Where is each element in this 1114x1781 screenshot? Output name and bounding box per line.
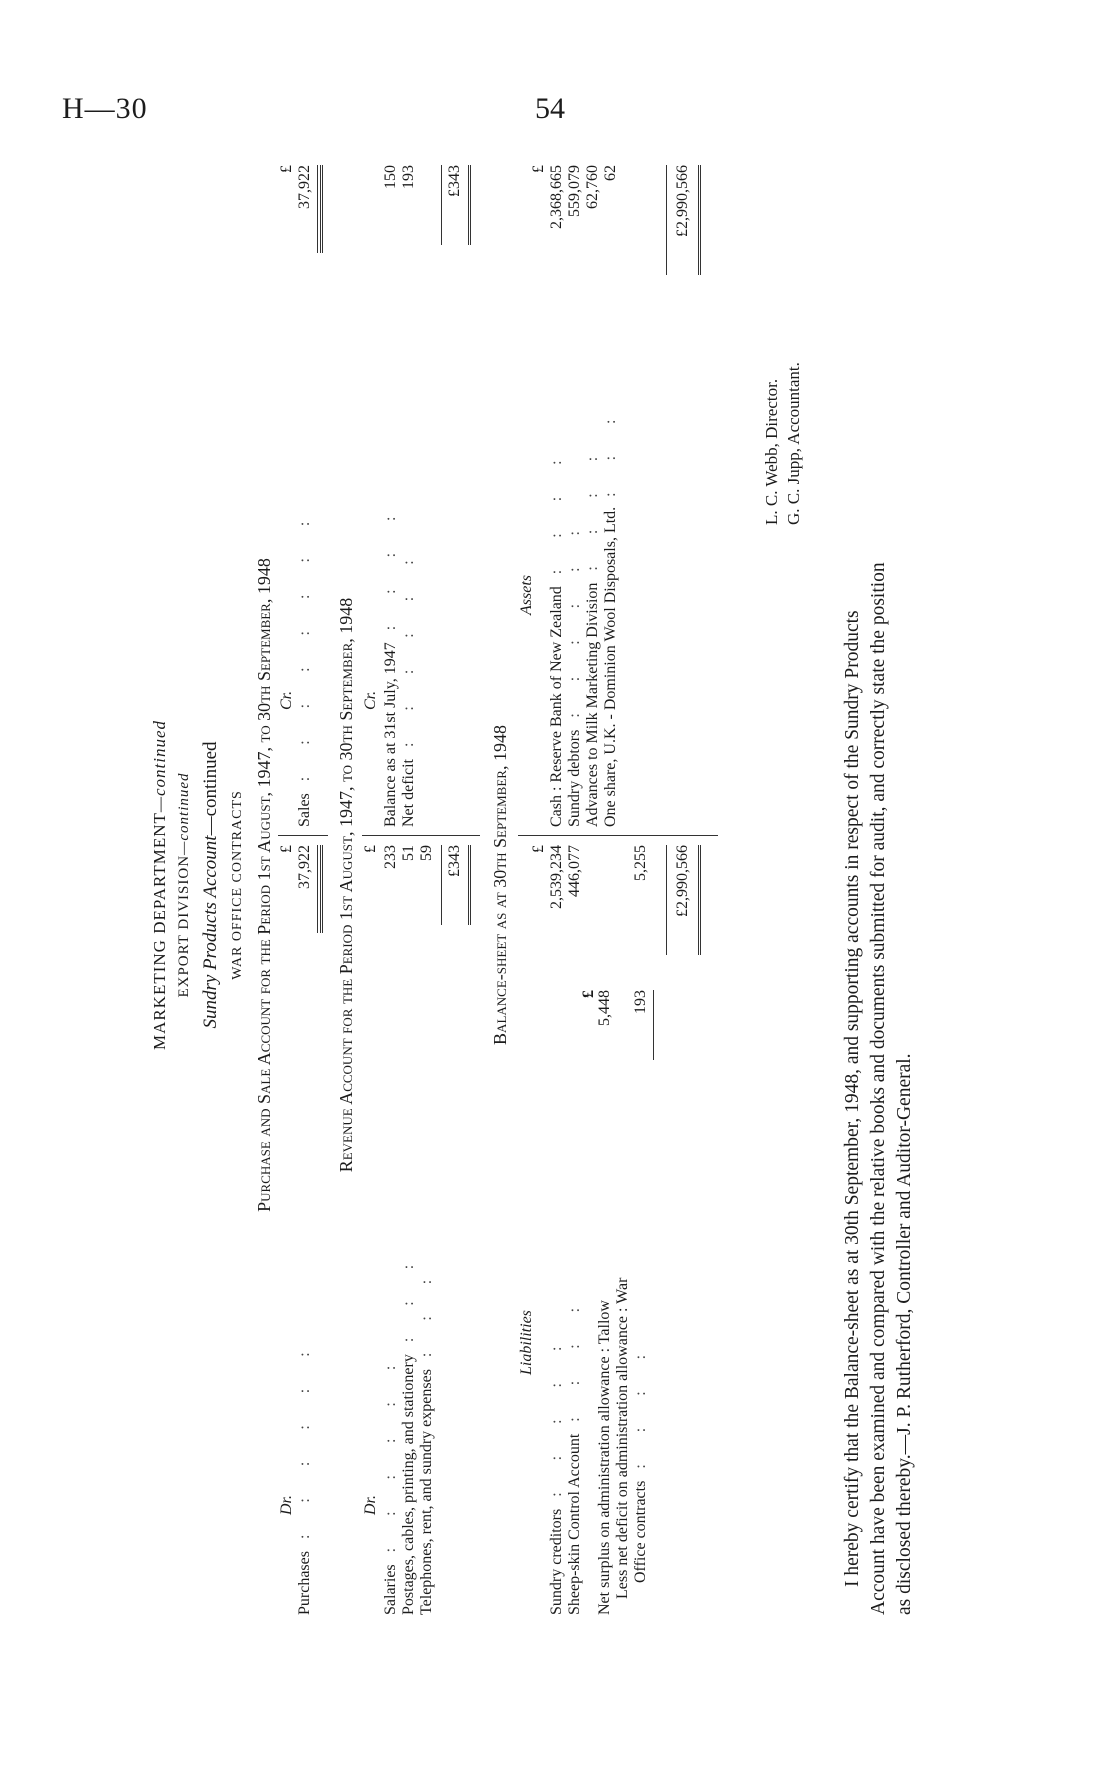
balance-sheet-title: Balance-sheet as at 30th September, 1948 [490,725,510,1045]
rev-dr-row: Postages, cables, printing, and stationery: : : [400,1250,417,1615]
bs-divider [518,835,718,836]
ps-dr-amount: 37,922 [296,845,313,889]
net-deficit-amount: 193 [632,990,649,1014]
rev-cr-amount: 193 [400,165,417,189]
certificate-line-2: Account have been examined and compared with the relative books and documents submitted for audit, and correctly state the position [868,562,889,1615]
page-number: 54 [535,92,565,125]
asset-row: Advances to Milk Marketing Division: : : : [584,442,601,827]
rev-dr-row: Telephones, rent, and sundry expenses: : : [418,1265,435,1615]
revenue-title: Revenue Account for the Period 1st August, 1947, to 30th September, 1948 [336,597,356,1173]
ps-cr-amount: 37,922 [296,165,313,209]
rev-cr-row: Net deficit: : : : : : [400,546,417,827]
ps-cr-row: Sales: : : : : : : : [296,507,313,827]
rev-dr-currency: £ [362,845,379,853]
ps-dr-total-rule [317,845,318,933]
ps-cr-total-double-rule [320,165,323,253]
asset-amount: 62 [602,165,619,181]
department-heading: MARKETING DEPARTMENT—continued [150,719,169,1051]
liability-row: Sheep-skin Control Account: : : : [566,1293,583,1615]
liab-total-double-rule [698,845,701,955]
rev-cr-total-double-rule [468,165,471,245]
asset-amount: 2,368,665 [548,165,565,229]
asset-amount: 559,079 [566,165,583,217]
net-subtotal-rule [653,990,654,1060]
rev-cr-total-rule [441,165,442,245]
net-surplus-currency: £ [580,990,597,998]
director-signature: L. C. Webb, Director. [762,378,781,525]
liab-total-rule [666,845,667,955]
section-heading: WAR OFFICE CONTRACTS [230,790,245,980]
rev-dr-row: Salaries: : : : : : [382,1351,399,1615]
asset-row: One share, U.K. - Dominion Wool Disposals, Ltd.: : : [602,405,619,827]
accountant-signature: G. C. Jupp, Accountant. [784,362,803,525]
bs-liab-currency: £ [530,845,547,853]
liabilities-label: Liabilities [518,1310,535,1375]
ps-cr-label: Cr. [278,690,295,710]
rev-cr-amount: 150 [382,165,399,189]
ps-divider [278,835,328,836]
ps-cr-total-rule [317,165,318,253]
net-surplus-net: 5,255 [632,845,649,881]
rev-dr-amount: 233 [382,845,399,869]
asset-total-rule [666,165,667,275]
rev-dr-total-double-rule [468,845,471,925]
rotated-document-body [150,155,1020,1615]
ps-dr-currency: £ [278,845,295,853]
bs-asset-currency: £ [530,165,547,173]
assets-label: Assets [518,575,535,615]
net-surplus-line2: Less net deficit on administration allowance : War [614,1277,631,1599]
rev-dr-total-rule [441,845,442,925]
asset-row: Cash : Reserve Bank of New Zealand: : : : [548,446,565,827]
ps-dr-row: Purchases: : : : : : [296,1338,313,1615]
rev-dr-label: Dr. [362,1494,379,1515]
rev-cr-total: £343 [446,165,463,197]
rev-dr-amount: 51 [400,845,417,861]
rev-cr-row: Balance as at 31st July, 1947: : : : [382,502,399,827]
ps-cr-currency: £ [278,165,295,173]
liability-row: Sundry creditors: : : : : [548,1332,565,1615]
certificate-line-3: as disclosed thereby.—J. P. Rutherford, Controller and Auditor-General. [894,1053,915,1615]
ps-dr-total-double-rule [320,845,323,933]
asset-row: Sundry debtors: : : : : : [566,517,583,827]
account-heading: Sundry Products Account—continued [200,741,221,1029]
net-surplus-line1: Net surplus on administration allowance : Tallow [596,1300,613,1615]
certificate-line-1: I hereby certify that the Balance-sheet as at 30th September, 1948, and supporting accounts in respect of the Sundry Products [842,610,863,1587]
liabilities-total: £2,990,566 [674,845,691,917]
rev-divider [362,835,480,836]
purchase-sale-title: Purchase and Sale Account for the Period 1st August, 1947, to 30th September, 1948 [254,558,274,1212]
liability-amount: 446,077 [566,845,583,897]
asset-total-double-rule [698,165,701,275]
assets-total: £2,990,566 [674,165,691,237]
ps-dr-label: Dr. [278,1494,295,1515]
liability-amount: 2,539,234 [548,845,565,909]
rev-cr-label: Cr. [362,690,379,710]
rev-dr-amount: 59 [418,845,435,861]
net-surplus-amount: 5,448 [596,990,613,1026]
page-reference: H—30 [62,92,148,125]
net-surplus-line3: Office contracts: : : : [632,1340,649,1583]
asset-amount: 62,760 [584,165,601,209]
rev-dr-total: £343 [446,845,463,877]
division-heading: EXPORT DIVISION—continued [176,772,192,998]
